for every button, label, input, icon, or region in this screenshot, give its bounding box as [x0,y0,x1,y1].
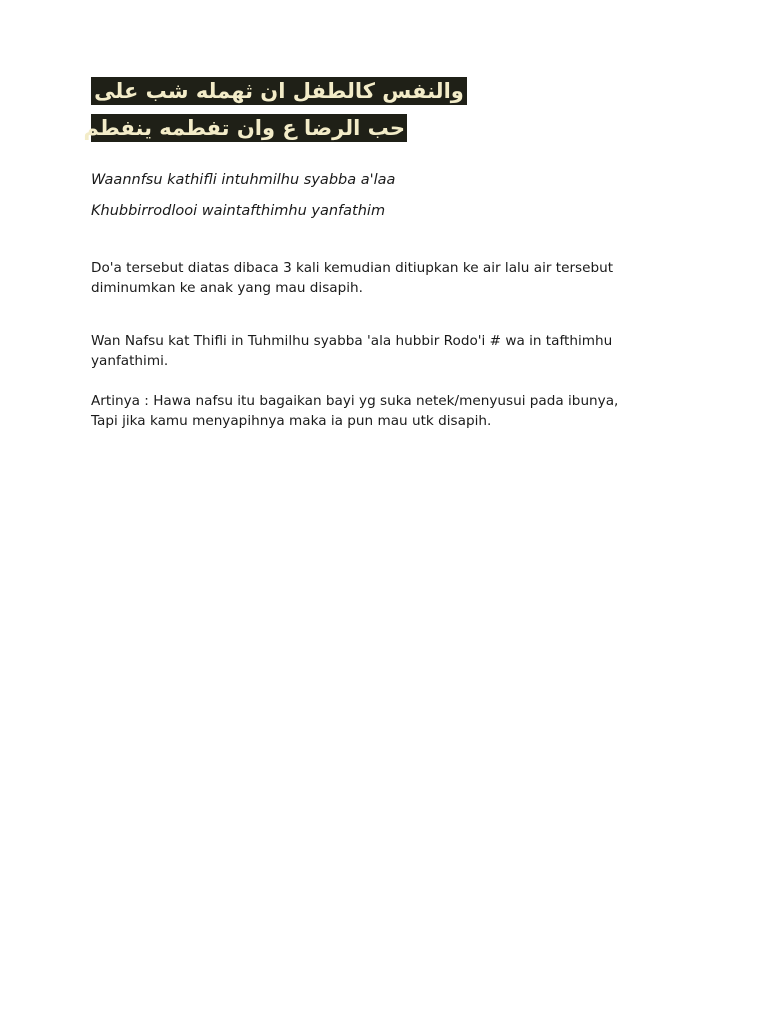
meaning-line-2: Tapi jika kamu menyapihnya maka ia pun mau utk disapih. [91,413,492,429]
arabic-line-2: حب الرضا ع وان تفطمه ينفطم [83,116,405,140]
arabic-line-1: والنفس كالطفل ان ثهمله شب على [91,77,467,105]
latin-verse-line-2: yanfathimi. [91,353,169,369]
transliteration-line-1: Waannfsu kathifli intuhmilhu syabba a'laa [91,172,396,188]
instruction-line-2: diminumkan ke anak yang mau disapih. [91,280,363,296]
meaning-paragraph [91,391,671,431]
transliteration-line-2: Khubbirrodlooi waintafthimhu yanfathim [91,203,386,219]
instruction-paragraph [91,258,671,298]
meaning-line-1: Artinya : Hawa nafsu itu bagaikan bayi yg suka netek/menyusui pada ibunya, [91,393,619,409]
instruction-line-1: Do'a tersebut diatas dibaca 3 kali kemudian ditiupkan ke air lalu air tersebut [91,260,614,276]
latin-verse-line-1: Wan Nafsu kat Thifli in Tuhmilhu syabba 'ala hubbir Rodo'i # wa in tafthimhu [91,333,613,349]
latin-verse-paragraph [91,331,671,371]
